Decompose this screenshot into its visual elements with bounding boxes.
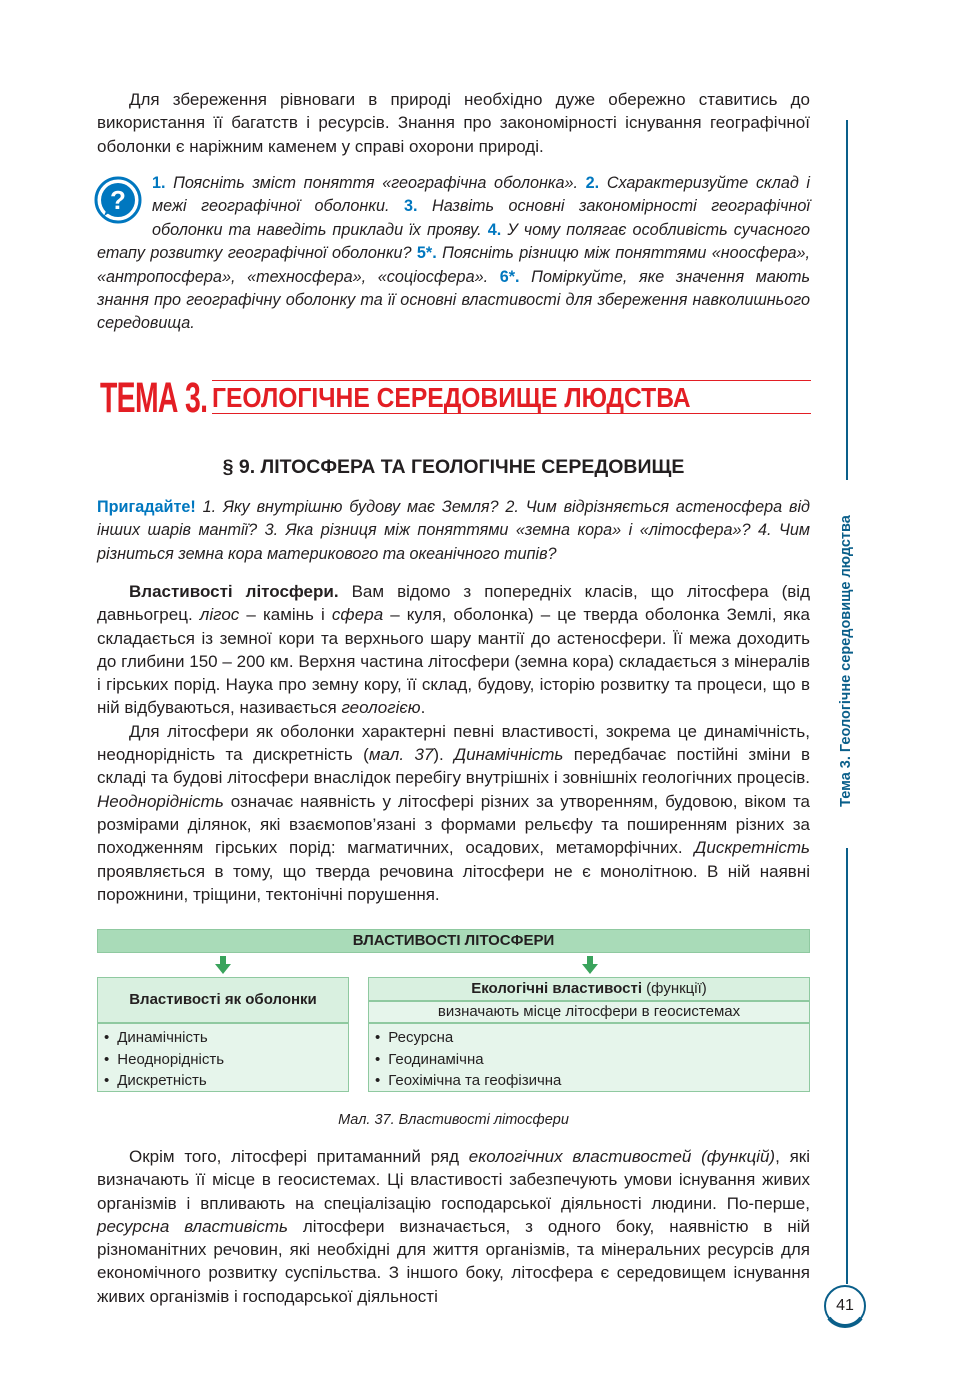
term: сфера <box>331 605 384 625</box>
topic-title: ГЕОЛОГІЧНЕ СЕРЕДОВИЩЕ ЛЮДСТВА <box>212 382 691 413</box>
list-item: • Динамічність <box>104 1027 348 1049</box>
text-run: – куля, оболонка) – це тверда оболонка Землі, яка складається із земної кори та верхнього шару мантії до астеносфери. Її межа доходить до глибини 150 – 200 км. Верхня частина літосфери (земна кора) складається з мінералів і гірських порід. Наука про земну кору, її склад, будову, історію розвитку та процеси, що в ній відбуваються, називається <box>97 605 810 718</box>
term: Неоднорідність <box>97 791 224 811</box>
svg-text:?: ? <box>110 185 126 215</box>
recall-block <box>97 496 810 566</box>
figure-reference: мал. 37 <box>368 745 434 765</box>
text-run: означає наявність у літосфері різних за утворенням, будовою, віком та розмірами ділянок, які взаємопов’язані з формами рельєфу та поширенням різних за походженням гірських порід: магматичних, осадових, метаморфічних. <box>97 791 810 858</box>
arrow-down-icon <box>215 956 231 974</box>
diagram-left-list-box <box>97 1023 349 1092</box>
text-run: . <box>420 698 426 718</box>
review-questions <box>97 172 810 336</box>
list-item: • Геохімічна та геофізична <box>375 1070 809 1092</box>
arrow-down-icon <box>582 956 598 974</box>
question-text: Назвіть основні закономірності географічної оболонки та наведіть приклади їх прояву. <box>152 197 810 239</box>
text-run: Вам відомо з попередніх класів, що літосфера (від давньогрец. <box>97 582 810 625</box>
diagram-right-list-box <box>368 1023 810 1092</box>
diagram-left-title: Властивості як оболонки <box>97 977 349 1023</box>
term: геологією <box>341 698 421 718</box>
text-run: , які визначають її місце в геосистемах. Ці властивості забезпечують умови існування живих організмів і впливають на спеціалізацію господарської діяльності людини. По-перше, <box>97 1147 810 1213</box>
question-number: 4. <box>487 220 502 239</box>
question-number: 5*. <box>416 244 437 263</box>
diagram-right-subtitle: визначають місце літосфери в геосистемах <box>368 1001 810 1023</box>
diagram-header: ВЛАСТИВОСТІ ЛІТОСФЕРИ <box>97 929 810 953</box>
diagram-left-list <box>98 1024 348 1092</box>
question-text: Поміркуйте, яке значення мають знання про географічну оболонку та її основні властивості для збереження навколишнього середовища. <box>97 267 810 333</box>
body-block-2 <box>97 1145 810 1308</box>
recall-text: 1. Яку внутрішню будову має Земля? 2. Чим відрізняється астеносфера від інших шарів мантії? 3. Яка різниця між поняттями «земна кора» і «літосфера»? 4. Чим різниться земна кора материкового та океанічного типів? <box>97 498 810 563</box>
question-text: Схарактеризуйте склад і межі географічної оболонки. <box>152 174 811 216</box>
page-number: 41 <box>836 1297 854 1314</box>
text-run: Окрім того, літосфері притаманний ряд <box>129 1147 469 1166</box>
term: Дискретність <box>694 838 810 858</box>
diagram-right-list <box>369 1024 809 1092</box>
intro-paragraph: Для збереження рівноваги в природі необхідно дуже обережно ставитись до використання її багатств і ресурсів. Знання про закономірності існування географічної оболонки є наріжним каменем у справі охорони природі. <box>97 90 810 156</box>
text-run: – камінь і <box>239 605 332 625</box>
text-run: передбачає постійні зміни в складі та будові літосфери внаслідок перебігу внутрішніх і зовнішніх геологічних процесів. <box>97 745 810 788</box>
list-item: • Геодинамічна <box>375 1049 809 1071</box>
question-number: 2. <box>585 174 600 192</box>
list-item: • Дискретність <box>104 1070 348 1092</box>
figure-caption: Мал. 37. Властивості літосфери <box>338 1112 569 1128</box>
text-run: ). <box>433 745 455 765</box>
question-number: 3. <box>404 197 418 216</box>
diagram-right-title-rest: (функції) <box>641 980 707 997</box>
recall-label: Пригадайте! <box>97 498 196 516</box>
question-number: 1. <box>152 174 166 192</box>
term: ресурсна властивість <box>97 1216 288 1236</box>
side-tab-line-bottom <box>846 848 848 1284</box>
paragraph-lithosphere-properties <box>97 580 810 720</box>
paragraph-ecological-properties <box>97 1145 810 1308</box>
text-run: літосфери визначається, з одного боку, наявністю в ній різноманітних речовин, які необхідні для життя організмів, та мінеральних ресурсів для економічного розвитку суспільства. З іншого боку, літосфера є середовищем існування живих організмів і господарської діяльності <box>97 1216 810 1306</box>
term: лігос <box>199 605 240 625</box>
body-block-1 <box>97 580 810 906</box>
diagram-right-title-bold: Екологічні властивості <box>471 980 642 997</box>
paragraph-shell-properties <box>97 720 810 906</box>
paragraph-lead: Властивості літосфери. <box>129 582 339 601</box>
question-text: Поясніть зміст поняття «географічна оболонка». <box>165 174 586 192</box>
question-text: У чому полягає особливість сучасного етапу розвитку географічної оболонки? <box>97 220 810 263</box>
section-title: § 9. ЛІТОСФЕРА ТА ГЕОЛОГІЧНЕ СЕРЕДОВИЩЕ <box>222 456 685 478</box>
question-text: Поясніть різницю між поняттями «ноосфера», «антропосфера», «техносфера», «соціосфера». <box>97 244 810 286</box>
side-tab-label: Тема 3. Геологічне середовище людства <box>838 515 854 807</box>
side-tab-line-top <box>846 120 848 480</box>
topic-label: ТЕМА 3. <box>100 374 208 422</box>
text-run: проявляється в тому, що тверда речовина літосфери не є монолітною. В ній наявні порожнини, тріщини, тектонічні порушення. <box>97 861 810 904</box>
list-item: • Неоднорідність <box>104 1049 348 1071</box>
topic-rule-top <box>212 380 811 381</box>
intro-block <box>97 88 810 158</box>
term: екологічних властивостей (функцій) <box>468 1147 776 1166</box>
diagram-right-title <box>368 977 810 1001</box>
question-number: 6*. <box>499 267 520 286</box>
text-run: Для літосфери як оболонки характерні певні властивості, зокрема це динамічність, неоднорідність та дискретність ( <box>97 721 810 765</box>
recall-paragraph <box>97 496 810 566</box>
term: Динамічність <box>454 745 564 765</box>
topic-rule-bottom <box>212 413 811 414</box>
list-item: • Ресурсна <box>375 1027 809 1049</box>
